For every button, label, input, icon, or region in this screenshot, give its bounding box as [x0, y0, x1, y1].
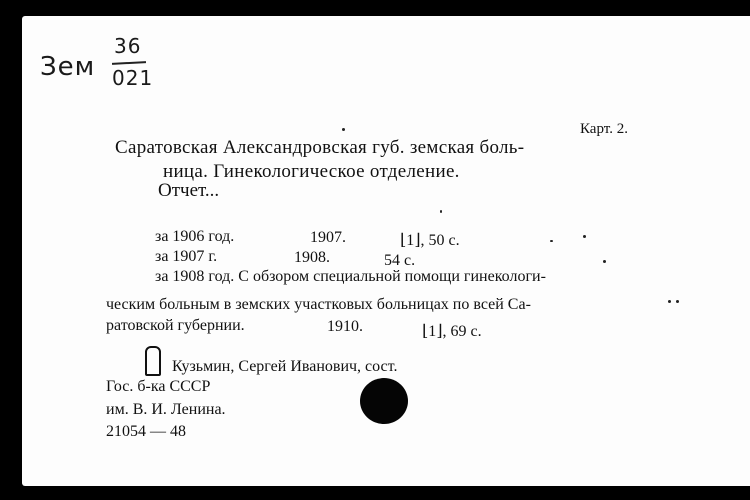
- entry-1-label: за 1906 год.: [155, 228, 235, 245]
- entry-2-label: за 1907 г.: [155, 248, 218, 265]
- entry-2-mark: 54 с.: [384, 252, 416, 269]
- handwritten-prefix: Зем: [40, 52, 96, 82]
- card-number: Карт. 2.: [580, 121, 628, 137]
- speck: [676, 300, 679, 303]
- library-line-1: Гос. б-ка СССР: [106, 378, 211, 395]
- entry-1-year: 1907.: [310, 229, 346, 246]
- speck: [583, 235, 586, 238]
- subtitle: Отчет...: [158, 180, 220, 201]
- handwritten-numerator: 36: [114, 34, 142, 58]
- entry-3-line-1: за 1908 год. С обзором специальной помощи гинекологи-: [155, 268, 546, 285]
- bracket-mark-icon: [145, 346, 161, 376]
- speck: [440, 210, 442, 213]
- entry-1-mark: ⌊1⌋, 50 с.: [400, 232, 460, 249]
- speck: [550, 240, 553, 242]
- entry-3-line-3-year: 1910.: [327, 318, 363, 335]
- handwritten-denominator: 021: [112, 66, 154, 90]
- entry-2-year: 1908.: [294, 249, 330, 266]
- entry-3-line-2: ческим больным в земских участковых больницах по всей Са-: [106, 296, 531, 313]
- speck: [668, 300, 671, 303]
- library-code: 21054 — 48: [106, 423, 186, 440]
- library-line-2: им. В. И. Ленина.: [106, 401, 226, 418]
- ink-stamp: [360, 378, 408, 424]
- title-line-1: Саратовская Александровская губ. земская боль-: [115, 137, 525, 158]
- author: Кузьмин, Сергей Иванович, сост.: [172, 358, 398, 375]
- entry-3-line-3-text: ратовской губернии.: [106, 317, 245, 334]
- entry-3-line-3-mark: ⌊1⌋, 69 с.: [422, 323, 482, 340]
- speck: [342, 128, 345, 131]
- title-line-2: ница. Гинекологическое отделение.: [163, 161, 460, 182]
- speck: [603, 260, 606, 263]
